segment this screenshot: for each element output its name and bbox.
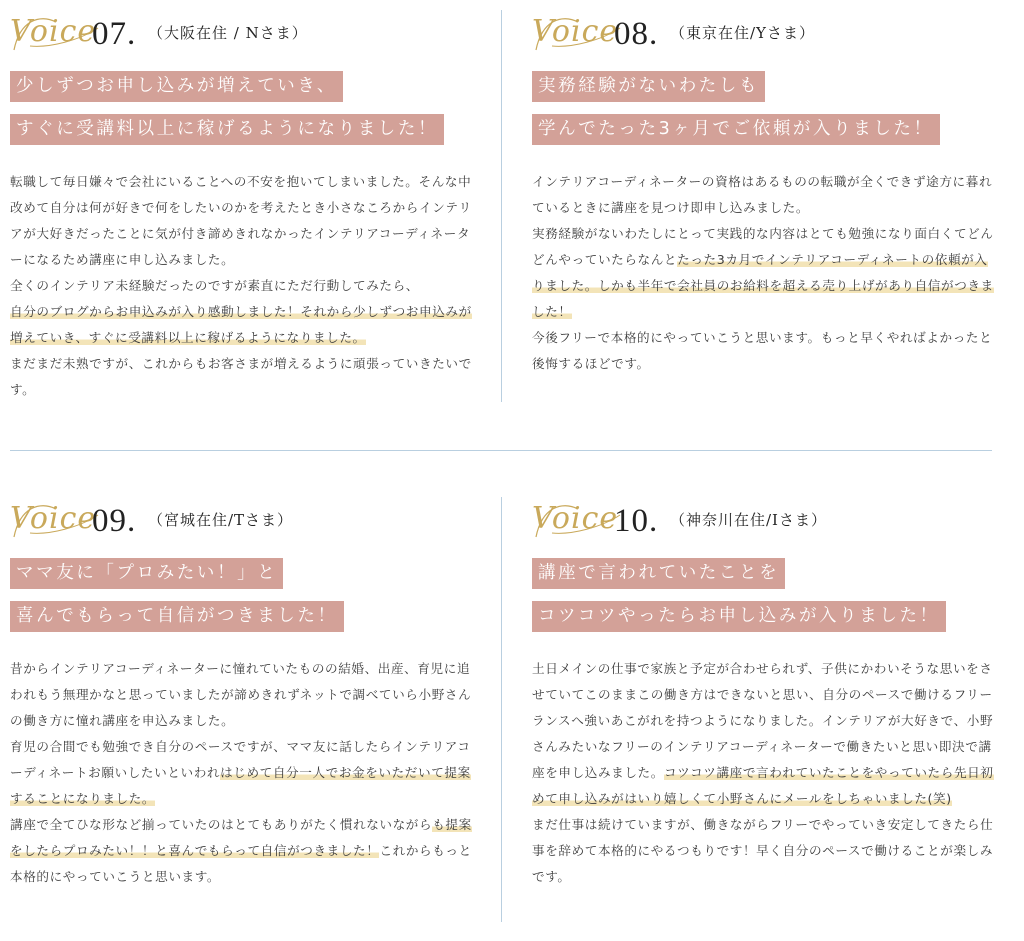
- customer-location: （神奈川在住/Iさま）: [670, 511, 827, 529]
- customer-location: （大阪在住 / Nさま）: [148, 24, 308, 42]
- horizontal-divider: [10, 450, 992, 451]
- voice-label: Voice: [10, 14, 97, 49]
- title-line-1: 講座で言われていたことを: [532, 558, 785, 589]
- card-header: [532, 10, 994, 58]
- body-text: 転職して毎日嫌々で会社にいることへの不安を抱いてしまいました。そんな中改めて自分は何が好きで何をしたいのかを考えたとき小さなころからインテリアが大好きだったことに気が付き諦めきれなかったインテリアコーディネーターになるため講座に申し込みました。: [10, 174, 472, 267]
- body-text: 実務経験がないわたしにとって実践的な内容はとても勉強になり面白くてどんどんやっていたらなんと: [532, 226, 994, 267]
- customer-location: （東京在住/Yさま）: [670, 24, 815, 42]
- body-text: 土日メインの仕事で家族と予定が合わせられず、子供にかわいそうな思いをさせていてこのままこの働き方はできないと思い、自分のペースで働けるフリーランスへ強いあこがれを持つようになりました。インテリアが大好きで、小野さんみたいなフリーのインテリアコーディネーターで働きたいと思い即決で講座を申し込みました。: [532, 661, 994, 780]
- highlighted-text: たった3カ月でインテリアコーディネートの依頼が入りました。しかも半年で会社員のお給料を超える売り上げがあり自信がつきました！: [532, 252, 994, 319]
- customer-location: （宮城在住/Tさま）: [148, 511, 294, 529]
- voice-number: 09.: [92, 503, 137, 539]
- voice-label: Voice: [532, 14, 619, 49]
- body-text: インテリアコーディネーターの資格はあるものの転職が全くできず途方に暮れているときに講座を見つけ即申し込みました。: [532, 174, 993, 215]
- body-text: 育児の合間でも勉強でき自分のペースですが、ママ友に話したらインテリアコーディネートお願いしたいといわれ: [10, 739, 471, 780]
- body-text: まだ仕事は続けていますが、働きながらフリーでやっていき安定してきたら仕事を辞めて本格的にやるつもりです！早く自分のペースで働けることが楽しみです。: [532, 817, 994, 884]
- testimonial-card-10: [532, 497, 994, 890]
- title-line-1: ママ友に「プロみたい！」と: [10, 558, 283, 589]
- voice-number: 07.: [92, 16, 137, 52]
- highlighted-text: はじめて自分一人でお金をいただいて提案することになりました。: [10, 765, 471, 806]
- highlighted-text: も提案をしたらプロみたい！！と喜んでもらって自信がつきました！: [10, 817, 472, 858]
- highlighted-text: コツコツ講座で言われていたことをやっていたら先日初めて申し込みがはいり嬉しくて小野さんにメールをしちゃいました(笑): [532, 765, 994, 806]
- testimonial-card-07: [10, 10, 472, 403]
- body-text: まだまだ未熟ですが、これからもお客さまが増えるように頑張っていきたいです。: [10, 356, 472, 397]
- title-line-2: コツコツやったらお申し込みが入りました！: [532, 601, 946, 632]
- title-line-1: 実務経験がないわたしも: [532, 71, 765, 102]
- card-title: [10, 71, 472, 157]
- testimonial-card-09: [10, 497, 472, 890]
- card-header: [10, 497, 472, 545]
- card-header: [532, 497, 994, 545]
- card-title: [532, 558, 994, 644]
- vertical-divider-top: [501, 10, 502, 402]
- voice-label: Voice: [532, 501, 619, 536]
- body-text: これからもっと本格的にやっていこうと思います。: [10, 843, 472, 884]
- voice-number: 10.: [614, 503, 659, 539]
- card-body: [10, 656, 472, 890]
- testimonial-card-08: [532, 10, 994, 377]
- card-title: [532, 71, 994, 157]
- card-body: [532, 656, 994, 890]
- voice-label: Voice: [10, 501, 97, 536]
- vertical-divider-bottom: [501, 497, 502, 922]
- voice-number: 08.: [614, 16, 659, 52]
- card-title: [10, 558, 472, 644]
- card-body: [10, 169, 472, 403]
- body-text: 全くのインテリア未経験だったのですが素直にただ行動してみたら、: [10, 278, 420, 293]
- body-text: 講座で全てひな形など揃っていたのはとてもありがたく慣れないながら: [10, 817, 433, 832]
- highlighted-text: 自分のブログからお申込みが入り感動しました！それから少しずつお申込みが増えていき、すぐに受講料以上に稼げるようになりました。: [10, 304, 472, 345]
- title-line-2: 学んでたった3ヶ月でご依頼が入りました！: [532, 114, 940, 145]
- card-header: [10, 10, 472, 58]
- title-line-2: 喜んでもらって自信がつきました！: [10, 601, 344, 632]
- body-text: 今後フリーで本格的にやっていこうと思います。もっと早くやればよかったと後悔するほどです。: [532, 330, 993, 371]
- title-line-1: 少しずつお申し込みが増えていき、: [10, 71, 343, 102]
- title-line-2: すぐに受講料以上に稼げるようになりました！: [10, 114, 444, 145]
- body-text: 昔からインテリアコーディネーターに憧れていたものの結婚、出産、育児に追われもう無理かなと思っていましたが諦めきれずネットで調べていら小野さんの働き方に憧れ講座を申込みました。: [10, 661, 472, 728]
- card-body: [532, 169, 994, 377]
